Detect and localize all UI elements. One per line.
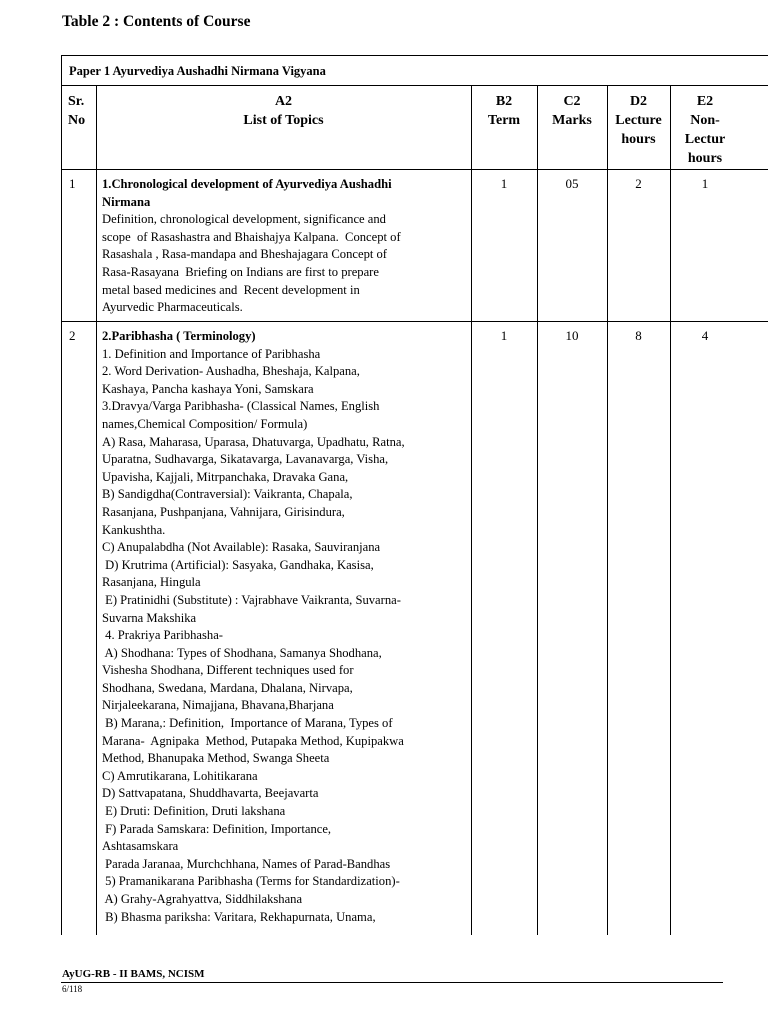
topic-line: F) Parada Samskara: Definition, Importance, bbox=[102, 821, 332, 836]
row-lecture-hours: 2 bbox=[635, 176, 642, 191]
topic-line: D) Sattvapatana, Shuddhavarta, Beejavarta bbox=[102, 786, 319, 801]
topic-line: Kashaya, Pancha kashaya Yoni, Samskara bbox=[102, 381, 314, 396]
row-non-lecture-hours: 1 bbox=[701, 176, 709, 191]
topic-line: 3.Dravya/Varga Paribhasha- (Classical Names, English bbox=[102, 399, 380, 414]
row-marks: 05 bbox=[565, 176, 579, 191]
topic-line: Uparatna, Sudhavarga, Sikatavarga, Lavanavarga, Visha, bbox=[102, 452, 389, 467]
footer-divider bbox=[61, 982, 723, 983]
topic-title: 1.Chronological development of Ayurvediya Aushadhi bbox=[102, 177, 392, 191]
topic-line: B) Sandigdha(Contraversial): Vaikranta, Chapala, bbox=[102, 487, 353, 502]
topic-line: Rasanjana, Pushpanjana, Vahnijara, Girisindura, bbox=[102, 504, 345, 519]
row-sr-no: 2 bbox=[69, 328, 76, 343]
topic-line: Rasa-Rasayana Briefing on Indians are first to prepare bbox=[102, 264, 379, 279]
topic-line: scope of Rasashastra and Bhaishajya Kalpana. Concept of bbox=[102, 229, 401, 244]
header-list-of-topics: A2 List of Topics bbox=[243, 94, 324, 128]
topic-line: Definition, chronological development, significance and bbox=[102, 212, 386, 227]
topic-line: Upavisha, Kajjali, Mitrpanchaka, Dravaka Gana, bbox=[102, 469, 349, 484]
header-marks: C2 Marks bbox=[552, 94, 592, 128]
course-content-table bbox=[61, 55, 768, 935]
column-divider bbox=[537, 85, 538, 935]
topic-line: 1. Definition and Importance of Paribhasha bbox=[102, 346, 321, 361]
topic-line: 5) Pramanikarana Paribhasha (Terms for Standardization)- bbox=[102, 874, 400, 889]
topic-title: 2.Paribhasha ( Terminology) bbox=[102, 329, 256, 343]
row-topic bbox=[102, 176, 470, 317]
topic-line: A) Rasa, Maharasa, Uparasa, Dhatuvarga, Upadhatu, Ratna, bbox=[102, 434, 405, 449]
topic-line: B) Bhasma pariksha: Varitara, Rekhapurnata, Unama, bbox=[102, 909, 376, 924]
header-sr-no: Sr. No bbox=[68, 94, 86, 128]
row-sr-no: 1 bbox=[69, 176, 76, 191]
topic-line: Shodhana, Swedana, Mardana, Dhalana, Nirvapa, bbox=[102, 680, 353, 695]
topic-title: Nirmana bbox=[102, 194, 151, 209]
row-divider bbox=[62, 321, 768, 322]
row-term: 1 bbox=[500, 328, 508, 343]
topic-line: Marana- Agnipaka Method, Putapaka Method, Kupipakwa bbox=[102, 733, 404, 748]
topic-line: Rasashala , Rasa-mandapa and Bheshajagara Concept of bbox=[102, 247, 388, 262]
header-non-lecture-hours: E2 Non- Lectur hours bbox=[684, 94, 726, 166]
table-caption: Table 2 : Contents of Course bbox=[62, 13, 251, 30]
row-marks: 10 bbox=[565, 328, 579, 343]
row-term: 1 bbox=[500, 176, 508, 191]
footer-page-number: 6/118 bbox=[62, 984, 83, 994]
column-divider bbox=[670, 85, 671, 935]
topic-line: Suvarna Makshika bbox=[102, 610, 197, 625]
column-divider bbox=[96, 85, 97, 935]
topic-line: Nirjaleekarana, Nimajjana, Bhavana,Bharjana bbox=[102, 698, 334, 713]
row-topic bbox=[102, 328, 470, 926]
topic-line: Rasanjana, Hingula bbox=[102, 575, 201, 590]
topic-line: Ashtasamskara bbox=[102, 839, 179, 854]
topic-line: Ayurvedic Pharmaceuticals. bbox=[102, 300, 243, 315]
topic-line: Method, Bhanupaka Method, Swanga Sheeta bbox=[102, 751, 330, 766]
paper-title: Paper 1 Ayurvediya Aushadhi Nirmana Vigyana bbox=[69, 64, 326, 78]
topic-line: 2. Word Derivation- Aushadha, Bheshaja, Kalpana, bbox=[102, 364, 360, 379]
row-divider bbox=[62, 169, 768, 170]
footer-document-label: AyUG-RB - II BAMS, NCISM bbox=[62, 968, 205, 980]
topic-line: C) Anupalabdha (Not Available): Rasaka, Sauviranjana bbox=[102, 540, 381, 555]
topic-line: C) Amrutikarana, Lohitikarana bbox=[102, 768, 258, 783]
topic-line: B) Marana,: Definition, Importance of Marana, Types of bbox=[102, 716, 393, 731]
topic-line: Parada Jaranaa, Murchchhana, Names of Parad-Bandhas bbox=[102, 856, 391, 871]
topic-line: metal based medicines and Recent development in bbox=[102, 282, 360, 297]
row-divider bbox=[62, 85, 768, 86]
topic-line: E) Druti: Definition, Druti lakshana bbox=[102, 804, 286, 819]
topic-line: A) Shodhana: Types of Shodhana, Samanya Shodhana, bbox=[102, 645, 382, 660]
header-lecture-hours: D2 Lecture hours bbox=[615, 94, 662, 147]
topic-line: A) Grahy-Agrahyattva, Siddhilakshana bbox=[102, 892, 303, 906]
topic-line: E) Pratinidhi (Substitute) : Vajrabhave Vaikranta, Suvarna- bbox=[102, 592, 401, 607]
topic-line: Kankushtha. bbox=[102, 522, 166, 537]
row-lecture-hours: 8 bbox=[635, 328, 642, 343]
column-divider bbox=[607, 85, 608, 935]
row-non-lecture-hours: 4 bbox=[701, 328, 709, 343]
header-term: B2 Term bbox=[487, 94, 521, 128]
topic-line: D) Krutrima (Artificial): Sasyaka, Gandhaka, Kasisa, bbox=[102, 557, 374, 572]
topic-line: names,Chemical Composition/ Formula) bbox=[102, 416, 308, 431]
topic-line: Vishesha Shodhana, Different techniques used for bbox=[102, 663, 354, 678]
topic-line: 4. Prakriya Paribhasha- bbox=[102, 628, 224, 643]
column-divider bbox=[471, 85, 472, 935]
